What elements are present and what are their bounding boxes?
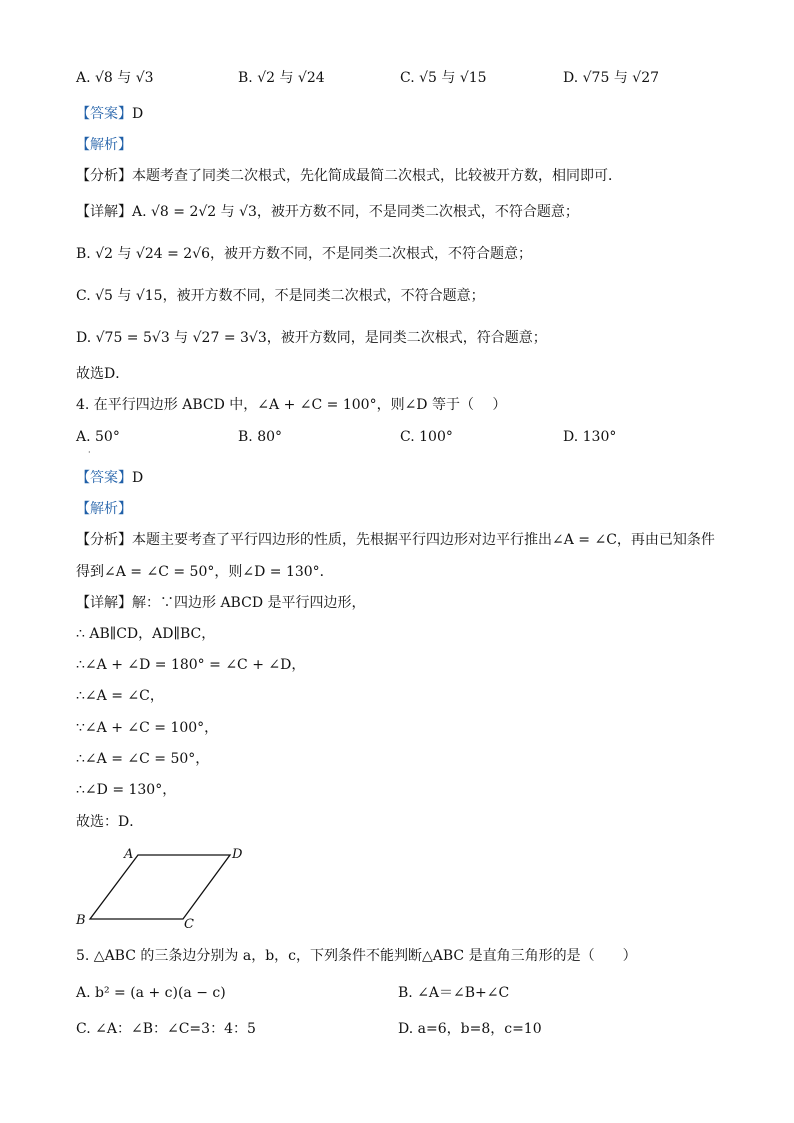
fenxi-tag: 【分析】 (76, 532, 132, 548)
fenxi-tag: 【分析】 (76, 168, 132, 184)
q3-detail-d: D. √75 = 5√3 与 √27 = 3√3，被开方数同，是同类二次根式，符合题意； (76, 330, 547, 346)
fenxi-text: 本题考查了同类二次根式，先化简成最简二次根式，比较被开方数，相同即可． (132, 168, 622, 184)
q3-detail-c: C. √5 与 √15，被开方数不同，不是同类二次根式，不符合题意； (76, 288, 485, 304)
option-label: D. (563, 429, 579, 445)
option-text: √8 与 √3 (95, 70, 154, 86)
q4-analysis-heading (76, 499, 132, 519)
q3-answer (76, 104, 143, 124)
q3-option-a (76, 68, 154, 88)
xiangjie-tag: 【详解】 (76, 204, 132, 220)
answer-tag: 【答案】 (76, 470, 132, 486)
option-label: B. (398, 985, 413, 1001)
q3-option-c (400, 68, 487, 88)
vertex-label-b: B (76, 913, 86, 928)
q5-option-a (76, 983, 226, 1003)
option-text: a=6，b=8，c=10 (417, 1021, 542, 1037)
stray-dot-mark: · (88, 448, 91, 457)
q4-answer (76, 468, 143, 488)
option-label: B. (238, 70, 253, 86)
option-label: A. (76, 429, 91, 445)
option-text: 80° (257, 429, 283, 445)
q4-option-c (400, 427, 453, 447)
option-label: D. (563, 70, 579, 86)
option-label: C. (400, 70, 415, 86)
answer-value: D (132, 106, 144, 122)
option-label: B. (238, 429, 253, 445)
q3-detail-b: B. √2 与 √24 = 2√6，被开方数不同，不是同类二次根式，不符合题意； (76, 246, 533, 262)
parallelogram-shape (90, 855, 230, 919)
option-label: A. (76, 70, 91, 86)
option-text: √2 与 √24 (257, 70, 325, 86)
q5-option-d (398, 1019, 542, 1039)
q4-option-b (238, 427, 282, 447)
option-text: 100° (419, 429, 453, 445)
q4-fenxi-line2: 得到∠A = ∠C = 50°，则∠D = 130°． (76, 564, 334, 580)
q3-option-d (563, 68, 659, 88)
vertex-label-a: A (124, 847, 134, 862)
option-text: ∠A＝∠B+∠C (417, 985, 510, 1001)
option-text: √75 与 √27 (582, 70, 660, 86)
analysis-tag: 【解析】 (76, 501, 132, 517)
xiangjie-tag: 【详解】 (76, 595, 132, 611)
option-text: 50° (95, 429, 120, 445)
q4-step-6: ∴∠A = ∠C = 50°， (76, 751, 210, 767)
q4-step-5: ∵∠A + ∠C = 100°， (76, 720, 219, 736)
analysis-tag: 【解析】 (76, 137, 132, 153)
option-text: ∠A：∠B：∠C=3：4：5 (95, 1021, 256, 1037)
step-text: 解：∵四边形 ABCD 是平行四边形， (132, 595, 366, 611)
parallelogram-figure (70, 842, 260, 930)
q4-step-1 (76, 593, 366, 613)
detail-text: A. √8 = 2√2 与 √3，被开方数不同，不是同类二次根式，不符合题意； (132, 204, 579, 220)
answer-value: D (132, 470, 144, 486)
q4-option-a (76, 427, 120, 447)
q5-option-c (76, 1019, 256, 1039)
option-text: 130° (582, 429, 617, 445)
q3-analysis-heading (76, 135, 132, 155)
q3-conclusion: 故选D． (76, 366, 130, 382)
q4-fenxi-line1 (76, 530, 715, 550)
q4-question: 4. 在平行四边形 ABCD 中，∠A + ∠C = 100°，则∠D 等于（ ） (76, 397, 507, 413)
q4-step-2: ∴ AB∥CD，AD∥BC， (76, 626, 216, 642)
q3-detail-a (76, 202, 579, 222)
q4-step-4: ∴∠A = ∠C， (76, 688, 164, 704)
q5-question: 5. △ABC 的三条边分别为 a，b，c，下列条件不能判断△ABC 是直角三角形的是（ ） (76, 948, 637, 964)
q4-step-3: ∴∠A + ∠D = 180° = ∠C + ∠D， (76, 657, 306, 673)
q4-step-7: ∴∠D = 130°， (76, 782, 177, 798)
answer-tag: 【答案】 (76, 106, 132, 122)
option-label: A. (76, 985, 91, 1001)
option-label: D. (398, 1021, 414, 1037)
q5-option-b (398, 983, 509, 1003)
vertex-label-d: D (232, 847, 243, 862)
q4-conclusion: 故选：D． (76, 814, 144, 830)
q3-fenxi (76, 166, 622, 186)
q4-option-d (563, 427, 616, 447)
option-text: √5 与 √15 (419, 70, 487, 86)
option-label: C. (400, 429, 415, 445)
vertex-label-c: C (184, 917, 194, 930)
q3-option-b (238, 68, 325, 88)
option-label: C. (76, 1021, 91, 1037)
fenxi-text: 本题主要考查了平行四边形的性质，先根据平行四边形对边平行推出∠A = ∠C，再由已知条件 (132, 532, 715, 548)
option-text: b² = (a + c)(a − c) (95, 985, 226, 1001)
